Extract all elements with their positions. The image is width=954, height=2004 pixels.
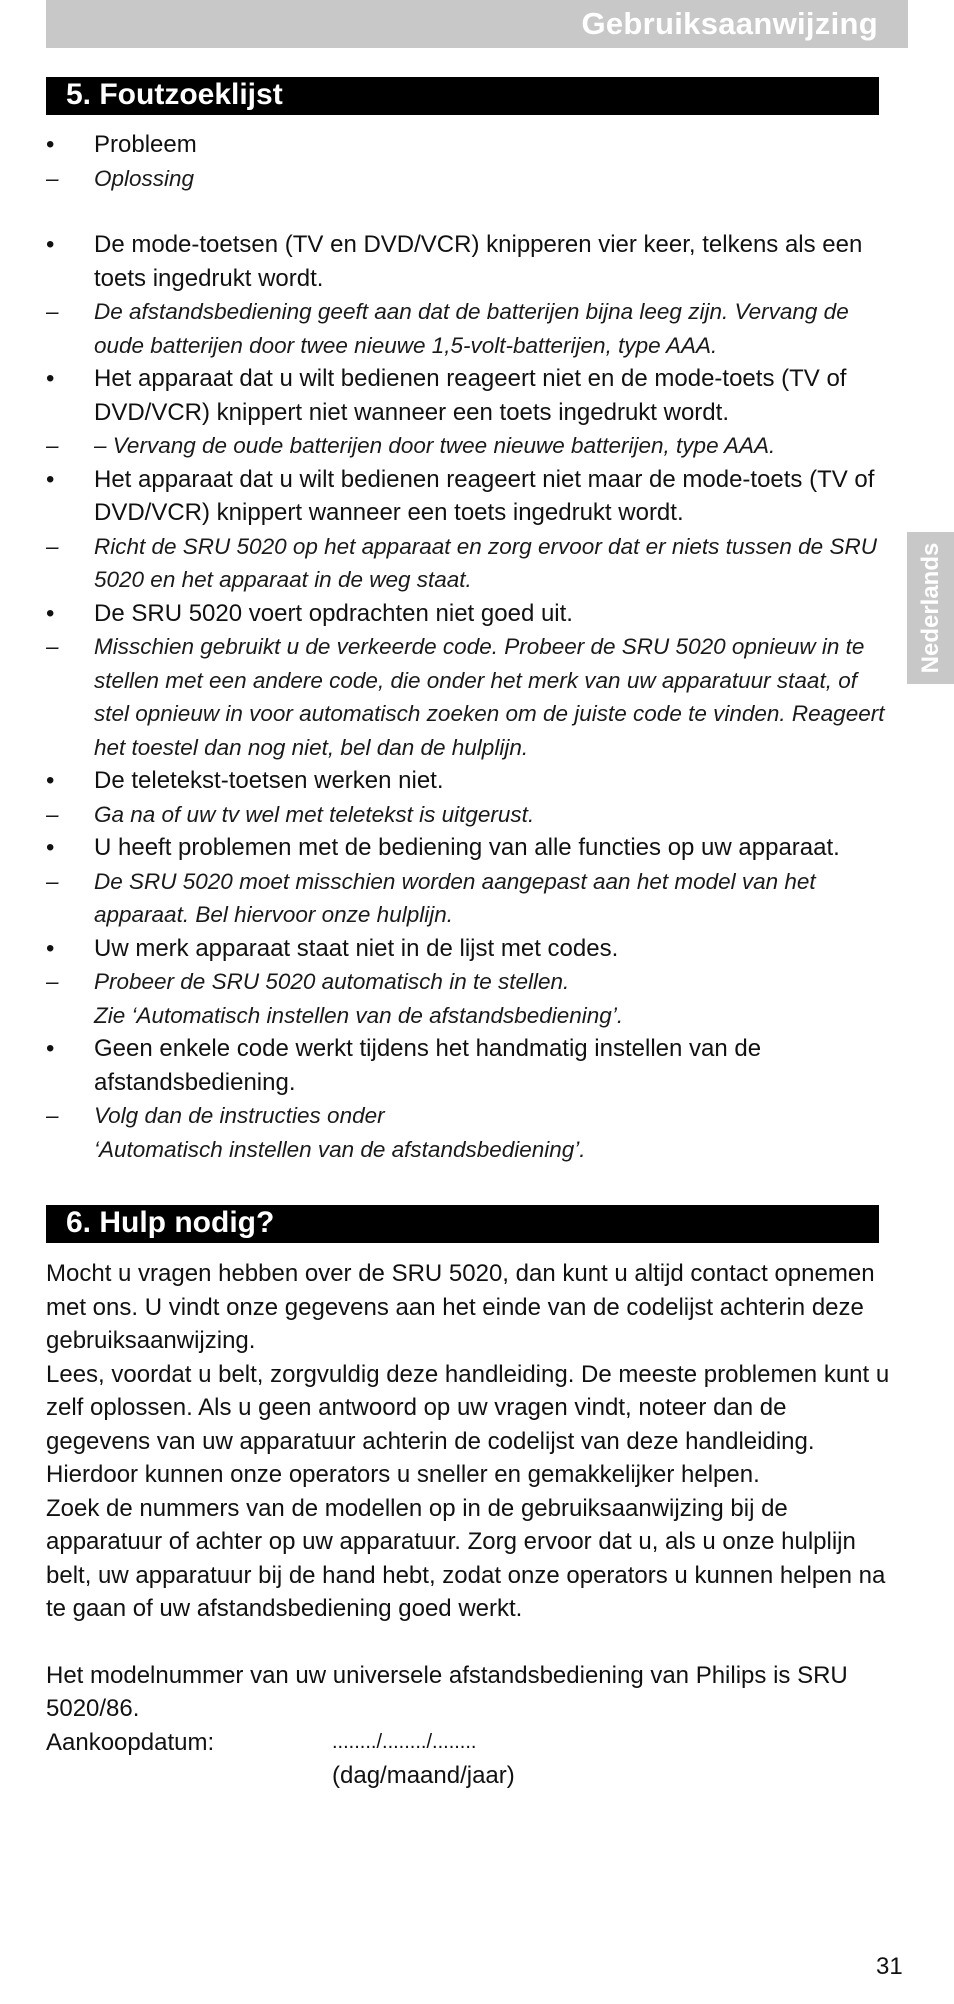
page-number: 31 bbox=[876, 1953, 903, 1980]
problem-text: De SRU 5020 voert opdrachten niet goed uit. bbox=[94, 599, 573, 627]
problem-text: Uw merk apparaat staat niet in de lijst met codes. bbox=[94, 934, 619, 962]
header-bar bbox=[46, 0, 908, 48]
bullet-marker: • bbox=[46, 599, 55, 627]
solution-item bbox=[46, 530, 891, 597]
solution-item bbox=[46, 865, 891, 932]
dash-marker: – bbox=[46, 533, 59, 559]
bullet-marker: • bbox=[46, 465, 55, 493]
header-title: Gebruiksaanwijzing bbox=[581, 6, 878, 41]
dash-marker: – bbox=[46, 299, 59, 324]
solution-item bbox=[46, 1099, 891, 1166]
problem-item bbox=[46, 831, 891, 865]
section-title: 6. Hulp nodig? bbox=[66, 1206, 275, 1239]
solution-text-line: ‘Automatisch instellen van de afstandsbediening’. bbox=[94, 1136, 586, 1162]
solution-item bbox=[46, 429, 891, 463]
legend-text: Probleem bbox=[94, 131, 197, 158]
purchase-date-row bbox=[46, 1726, 891, 1789]
solution-text: Richt de SRU 5020 op het apparaat en zorg ervoor dat er niets tussen de SRU 5020 en het apparaat in de weg staat. bbox=[94, 533, 877, 592]
legend-solution bbox=[46, 162, 891, 196]
problem-item bbox=[46, 764, 891, 798]
language-tab bbox=[907, 532, 954, 684]
problem-text: De teletekst-toetsen werken niet. bbox=[94, 767, 444, 794]
purchase-date-field: ......../......../........ bbox=[332, 1730, 477, 1753]
problem-text: U heeft problemen met de bediening van alle functies op uw apparaat. bbox=[94, 834, 840, 861]
dash-marker: – bbox=[46, 634, 59, 659]
solution-text-line: Volg dan de instructies onder bbox=[94, 1103, 385, 1128]
problem-item bbox=[46, 597, 891, 631]
problem-item bbox=[46, 1032, 891, 1099]
section-title: 5. Foutzoeklijst bbox=[66, 78, 283, 111]
solution-text: De afstandsbediening geeft aan dat de batterijen bijna leeg zijn. Vervang de oude batterijen door twee nieuwe 1,5-volt-batterijen, type AAA. bbox=[94, 299, 849, 358]
problem-item bbox=[46, 463, 891, 530]
help-section bbox=[46, 1257, 891, 1789]
solution-text: Misschien gebruikt u de verkeerde code. Probeer de SRU 5020 opnieuw in te stellen met een andere code, die onder het merk van uw apparatuur staat, of stel opnieuw in voor automatisch zoeken om de juiste code te vinden. Reageert het toestel dan nog niet, bel dan de hulplijn. bbox=[94, 634, 885, 760]
dash-marker: – bbox=[46, 801, 59, 827]
section-heading-help bbox=[46, 1205, 879, 1243]
solution-text: Ga na of uw tv wel met teletekst is uitgerust. bbox=[94, 801, 535, 827]
help-paragraph: Lees, voordat u belt, zorgvuldig deze handleiding. De meeste problemen kunt u zelf oplossen. Als u geen antwoord op uw vragen vindt, noteer dan de gegevens van uw apparatuur achterin de codelijst van deze handleiding. Hierdoor kunnen onze operators u sneller en gemakkelijker helpen. bbox=[46, 1360, 890, 1488]
bullet-marker: • bbox=[46, 365, 55, 392]
problem-text: De mode-toetsen (TV en DVD/VCR) knipperen vier keer, telkens als een toets ingedrukt wordt. bbox=[94, 231, 863, 292]
problem-text: Het apparaat dat u wilt bedienen reageert niet en de mode-toets (TV of DVD/VCR) knippert niet wanneer een toets ingedrukt wordt. bbox=[94, 365, 847, 426]
bullet-marker: • bbox=[46, 231, 55, 258]
solution-item bbox=[46, 295, 891, 362]
legend-text: Oplossing bbox=[94, 165, 195, 191]
bullet-marker: • bbox=[46, 934, 55, 962]
problem-text: Het apparaat dat u wilt bedienen reageert niet maar de mode-toets (TV of DVD/VCR) knippert wanneer een toets ingedrukt wordt. bbox=[94, 465, 875, 526]
dash-marker: – bbox=[46, 165, 59, 191]
solution-item bbox=[46, 630, 891, 764]
model-number-text: Het modelnummer van uw universele afstandsbediening van Philips is SRU 5020/86. bbox=[46, 1661, 848, 1722]
help-paragraph: Mocht u vragen hebben over de SRU 5020, dan kunt u altijd contact opnemen met ons. U vindt onze gegevens aan het einde van de codelijst achterin deze gebruiksaanwijzing. bbox=[46, 1260, 875, 1354]
problem-item bbox=[46, 932, 891, 966]
bullet-marker: • bbox=[46, 834, 55, 861]
dash-marker: – bbox=[46, 868, 59, 894]
bullet-marker: • bbox=[46, 767, 55, 794]
bullet-marker: • bbox=[46, 1035, 55, 1062]
problem-item bbox=[46, 362, 891, 429]
solution-text-line: Probeer de SRU 5020 automatisch in te stellen. bbox=[94, 969, 570, 994]
language-tab-label: Nederlands bbox=[916, 542, 944, 674]
dash-marker: – bbox=[46, 433, 59, 458]
purchase-date-label: Aankoopdatum: bbox=[46, 1728, 215, 1756]
help-paragraph: Zoek de nummers van de modellen op in de gebruiksaanwijzing bij de apparatuur of achter op uw apparatuur. Zorg ervoor dat u, als u onze hulplijn belt, uw apparatuur bij de hand hebt, zodat onze operators u kunnen helpen na te gaan of uw afstandsbediening goed werkt. bbox=[46, 1494, 886, 1622]
solution-text: De SRU 5020 moet misschien worden aangepast aan het model van het apparaat. Bel hiervoor onze hulplijn. bbox=[94, 868, 816, 927]
solution-text-line: Zie ‘Automatisch instellen van de afstandsbediening’. bbox=[94, 1002, 624, 1028]
purchase-date-hint: (dag/maand/jaar) bbox=[332, 1762, 515, 1789]
solution-item bbox=[46, 965, 891, 1032]
dash-marker: – bbox=[46, 969, 59, 994]
solution-item bbox=[46, 798, 891, 832]
dash-marker: – bbox=[46, 1103, 59, 1128]
solution-text: – Vervang de oude batterijen door twee nieuwe batterijen, type AAA. bbox=[94, 433, 776, 458]
bullet-marker: • bbox=[46, 131, 55, 158]
troubleshooting-list bbox=[46, 128, 891, 1166]
problem-item bbox=[46, 228, 891, 295]
legend-problem bbox=[46, 128, 891, 162]
section-heading-troubleshooting bbox=[46, 77, 879, 115]
problem-text: Geen enkele code werkt tijdens het handmatig instellen van de afstandsbediening. bbox=[94, 1035, 762, 1096]
